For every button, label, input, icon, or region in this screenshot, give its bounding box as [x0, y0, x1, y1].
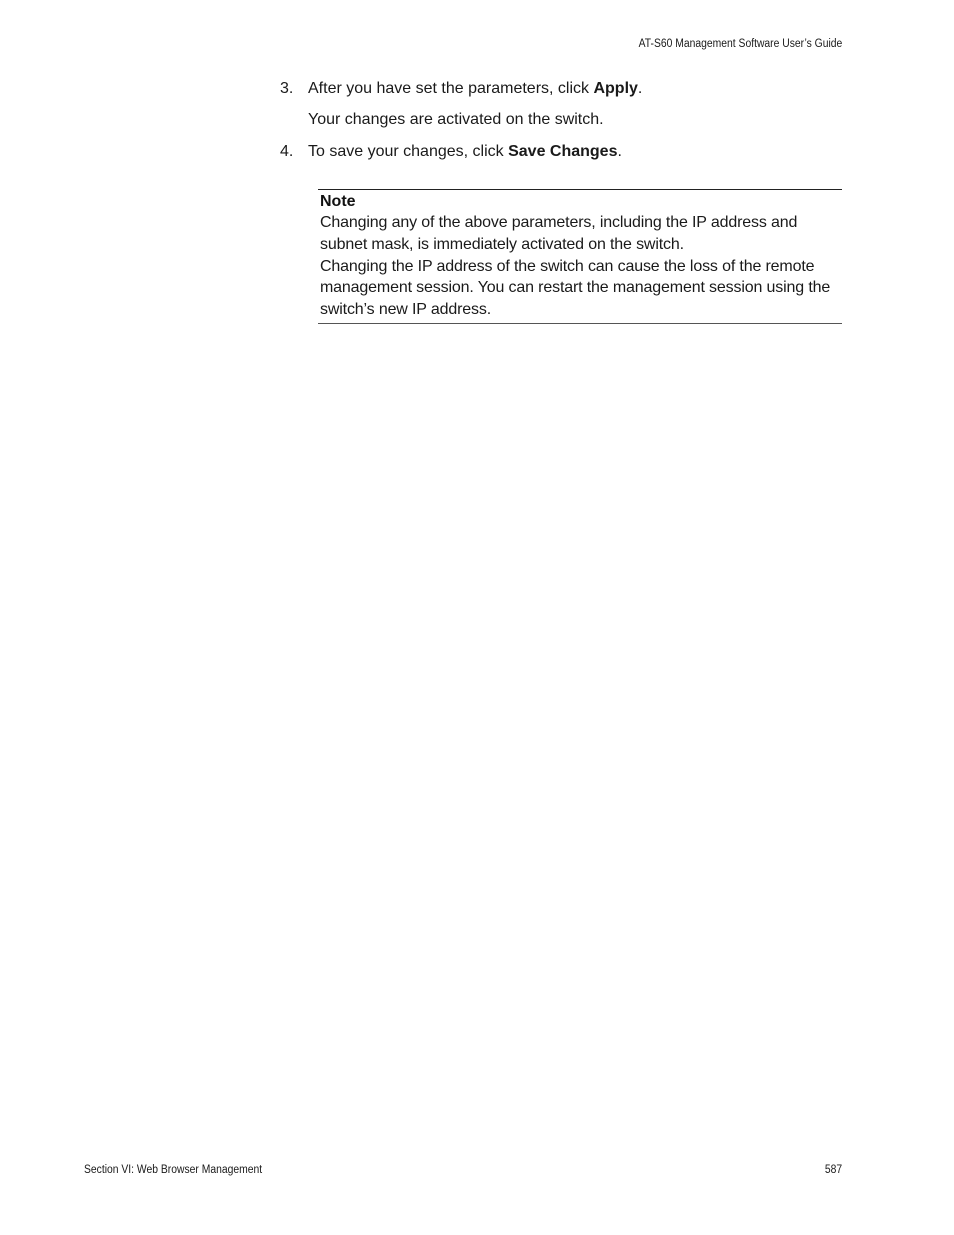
note-paragraph: Changing the IP address of the switch can cause the loss of the remote management session. You can restart the management session using the switch’s new IP address. — [320, 257, 831, 319]
step-text — [308, 143, 622, 161]
step-text-before: To save your changes, click — [308, 143, 509, 160]
note-box — [318, 189, 842, 324]
step-text-after: . — [637, 80, 643, 97]
step-text-after: . — [617, 143, 622, 160]
footer-page-number: 587 — [824, 1164, 842, 1176]
note-title: Note — [320, 193, 356, 210]
note-paragraph: Changing any of the above parameters, including the IP address and subnet mask, is immediately activated on the switch. — [320, 214, 798, 253]
running-header: AT-S60 Management Software User’s Guide — [638, 38, 842, 50]
save-changes-button-reference: Save Changes — [508, 143, 618, 160]
step-3-result: Your changes are activated on the switch. — [308, 111, 604, 128]
step-text-before: After you have set the parameters, click — [308, 80, 594, 97]
apply-button-reference: Apply — [593, 80, 638, 97]
step-text — [308, 80, 642, 98]
step-number: 4. — [280, 143, 294, 160]
step-number: 3. — [280, 80, 294, 97]
footer-section-title: Section VI: Web Browser Management — [84, 1164, 263, 1176]
